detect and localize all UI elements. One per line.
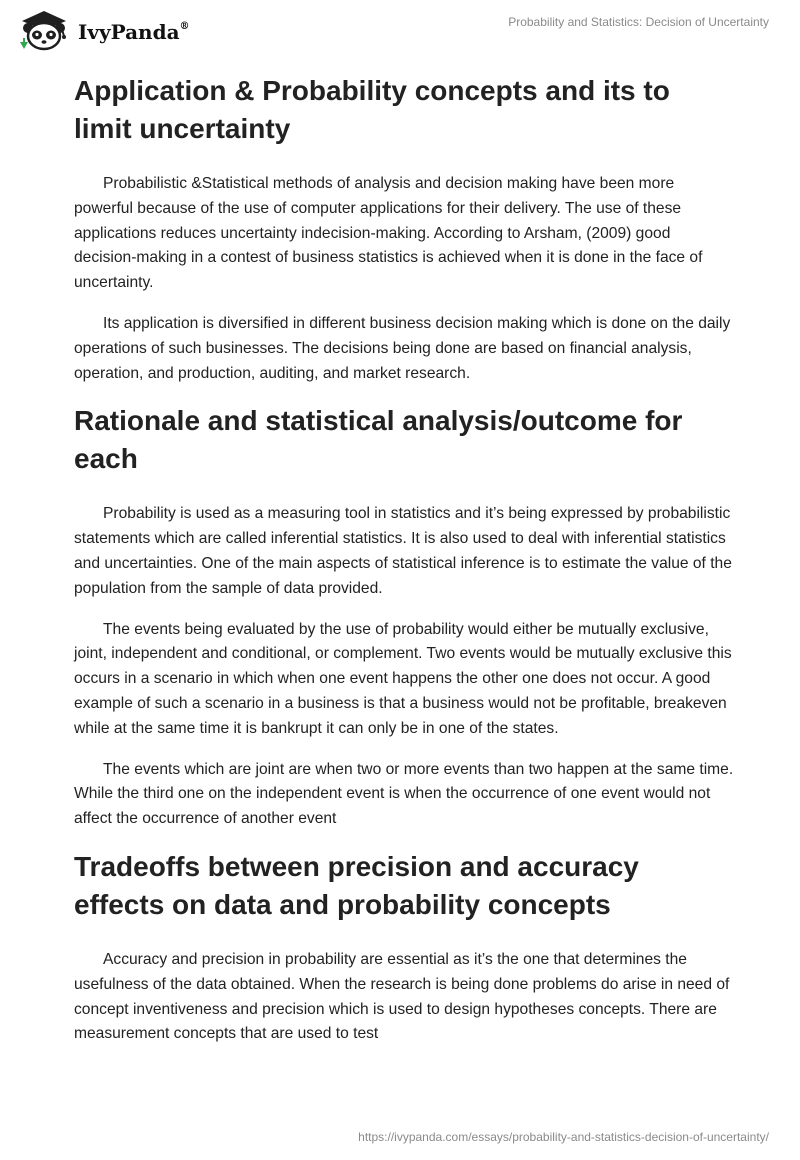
essay-content (74, 72, 734, 1063)
paragraph: Its application is diversified in different business decision making which is done on the daily operations of such businesses. The decisions being done are based on financial analysis, operation, and production, auditing, and market research. (74, 314, 731, 382)
document-title: Probability and Statistics: Decision of Uncertainty (508, 15, 769, 29)
brand-wordmark (78, 20, 190, 44)
ivypanda-logo[interactable] (16, 8, 190, 52)
section-heading-tradeoffs: Tradeoffs between precision and accuracy effects on data and probability concepts (74, 850, 639, 920)
brand-name: IvyPanda (78, 20, 180, 44)
panda-logo-icon (16, 8, 72, 52)
section-heading-rationale: Rationale and statistical analysis/outcome for each (74, 405, 683, 475)
page-header (0, 0, 800, 60)
registered-mark: ® (179, 21, 190, 33)
paragraph: Accuracy and precision in probability are essential as it’s the one that determines the usefulness of the data obtained. When the research is being done problems do arise in need of concept inventiveness and precision which is used to design hypotheses concepts. There are measurement concepts that are used to test (74, 950, 730, 1043)
source-url[interactable]: https://ivypanda.com/essays/probability-and-statistics-decision-of-uncertainty/ (358, 1130, 769, 1144)
section-heading-application: Application & Probability concepts and its to limit uncertainty (74, 75, 670, 144)
paragraph: The events being evaluated by the use of probability would either be mutually exclusive, joint, independent and conditional, or complement. Two events would be mutually exclusive this occurs in a scenario in which when one event happens the other one does not occur. A good example of such a scenario in a business is that a business would not be profitable, breakeven while at the same time it is bankrupt it can only be in one of the states. (74, 620, 732, 737)
paragraph: Probability is used as a measuring tool in statistics and it’s being expressed by probabilistic statements which are called inferential statistics. It is also used to deal with inferential statistics and uncertainties. One of the main aspects of statistical inference is to estimate the value of the population from the sample of data provided. (74, 505, 732, 597)
paragraph: The events which are joint are when two or more events than two happen at the same time. While the third one on the independent event is when the occurrence of one event would not affect the occurrence of another event (74, 760, 734, 828)
paragraph: Probabilistic &Statistical methods of analysis and decision making have been more powerful because of the use of computer applications for their delivery. The use of these applications reduces uncertainty indecision-making. According to Arsham, (2009) good decision-making in a contest of business statistics is achieved when it is done in the face of uncertainty. (74, 175, 703, 292)
